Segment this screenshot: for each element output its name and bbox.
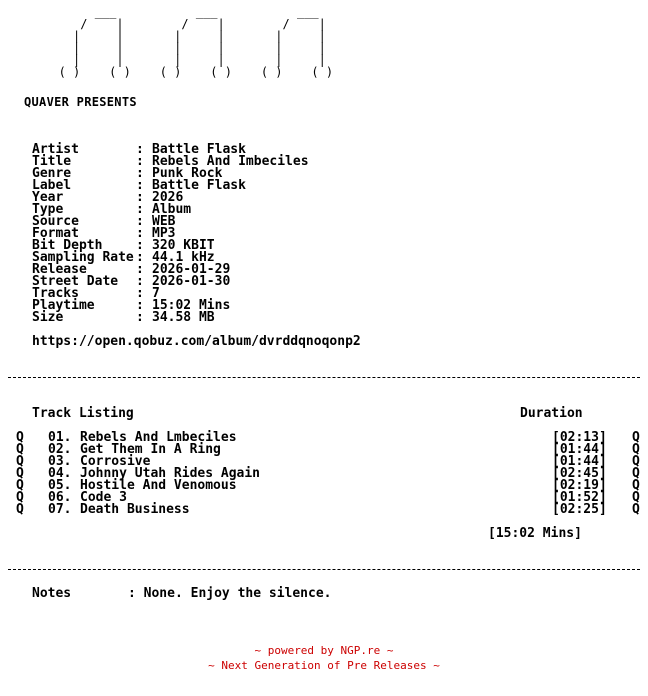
track-title: Get Them In A Ring — [80, 442, 221, 457]
track-title: Rebels And Lmbeciles — [80, 430, 237, 445]
info-value: 2026-01-30 — [152, 274, 231, 289]
info-value: Battle Flask — [152, 142, 246, 157]
track-marker-right: Q — [632, 502, 640, 517]
info-separator: : — [136, 262, 144, 277]
track-duration: [02:13] — [552, 430, 607, 445]
info-label: Genre — [32, 166, 72, 181]
info-value: 2026 — [152, 190, 184, 205]
track-marker-left: Q — [16, 502, 24, 517]
info-label: Release — [32, 262, 87, 277]
track-marker-left: Q — [16, 430, 24, 445]
info-separator: : — [136, 238, 144, 253]
track-listing-header: Track Listing — [32, 406, 134, 421]
track-number: 04. — [48, 466, 72, 481]
track-marker-right: Q — [632, 466, 640, 481]
info-label: Artist — [32, 142, 79, 157]
track-duration: [02:45] — [552, 466, 607, 481]
track-number: 05. — [48, 478, 72, 493]
info-label: Street Date — [32, 274, 119, 289]
track-marker-right: Q — [632, 490, 640, 505]
info-label: Type — [32, 202, 64, 217]
info-value: Album — [152, 202, 192, 217]
info-value: 2026-01-29 — [152, 262, 231, 277]
info-label: Year — [32, 190, 64, 205]
info-separator: : — [136, 310, 144, 325]
info-separator: : — [136, 250, 144, 265]
track-marker-right: Q — [632, 442, 640, 457]
track-duration: [01:44] — [552, 454, 607, 469]
info-value: Battle Flask — [152, 178, 246, 193]
info-value: 34.58 MB — [152, 310, 215, 325]
info-label: Tracks — [32, 286, 79, 301]
track-title: Johnny Utah Rides Again — [80, 466, 261, 481]
info-label: Title — [32, 154, 72, 169]
duration-header: Duration — [520, 406, 583, 421]
track-title: Hostile And Venomous — [80, 478, 237, 493]
divider-bottom — [8, 569, 640, 570]
info-value: 320 KBIT — [152, 238, 215, 253]
track-title: Code 3 — [80, 490, 127, 505]
info-separator: : — [136, 154, 144, 169]
track-number: 02. — [48, 442, 72, 457]
track-number: 07. — [48, 502, 72, 517]
track-marker-left: Q — [16, 454, 24, 469]
track-duration: [01:52] — [552, 490, 607, 505]
info-value: 44.1 kHz — [152, 250, 215, 265]
info-separator: : — [136, 190, 144, 205]
info-separator: : — [136, 274, 144, 289]
info-label: Sampling Rate — [32, 250, 134, 265]
info-label: Source — [32, 214, 79, 229]
track-title: Corrosive — [80, 454, 151, 469]
notes-label: Notes — [32, 586, 72, 601]
info-value: 7 — [152, 286, 160, 301]
info-separator: : — [136, 286, 144, 301]
info-value: MP3 — [152, 226, 176, 241]
info-value: WEB — [152, 214, 176, 229]
info-separator: : — [136, 226, 144, 241]
track-duration: [02:25] — [552, 502, 607, 517]
notes-value: : None. Enjoy the silence. — [128, 586, 332, 601]
track-duration: [01:44] — [552, 442, 607, 457]
track-marker-left: Q — [16, 478, 24, 493]
footer-powered-by: ~ powered by NGP.re ~ — [254, 644, 394, 657]
total-playtime: [15:02 Mins] — [488, 526, 582, 541]
divider-top — [8, 377, 640, 378]
info-label: Format — [32, 226, 79, 241]
track-marker-left: Q — [16, 442, 24, 457]
track-marker-left: Q — [16, 466, 24, 481]
track-number: 01. — [48, 430, 72, 445]
info-value: 15:02 Mins — [152, 298, 231, 313]
info-separator: : — [136, 202, 144, 217]
footer-tagline: ~ Next Generation of Pre Releases ~ — [208, 659, 440, 672]
info-value: Rebels And Imbeciles — [152, 154, 309, 169]
info-label: Bit Depth — [32, 238, 103, 253]
track-marker-left: Q — [16, 490, 24, 505]
info-separator: : — [136, 214, 144, 229]
info-separator: : — [136, 166, 144, 181]
track-number: 06. — [48, 490, 72, 505]
track-title: Death Business — [80, 502, 190, 517]
ascii-logo: ___ ___ ___ / | / | / | | | | | | | | | | | | | | | | | | | ( ) ( ) ( ) ( ) ( ) ( ) — [58, 5, 334, 79]
info-separator: : — [136, 178, 144, 193]
track-marker-right: Q — [632, 454, 640, 469]
track-number: 03. — [48, 454, 72, 469]
presents-title: QUAVER PRESENTS — [24, 95, 137, 109]
info-separator: : — [136, 142, 144, 157]
info-label: Playtime — [32, 298, 95, 313]
track-marker-right: Q — [632, 478, 640, 493]
release-url[interactable]: https://open.qobuz.com/album/dvrddqnoqonp2 — [32, 334, 361, 349]
info-label: Size — [32, 310, 64, 325]
info-separator: : — [136, 298, 144, 313]
track-duration: [02:19] — [552, 478, 607, 493]
track-marker-right: Q — [632, 430, 640, 445]
info-value: Punk Rock — [152, 166, 223, 181]
info-label: Label — [32, 178, 72, 193]
